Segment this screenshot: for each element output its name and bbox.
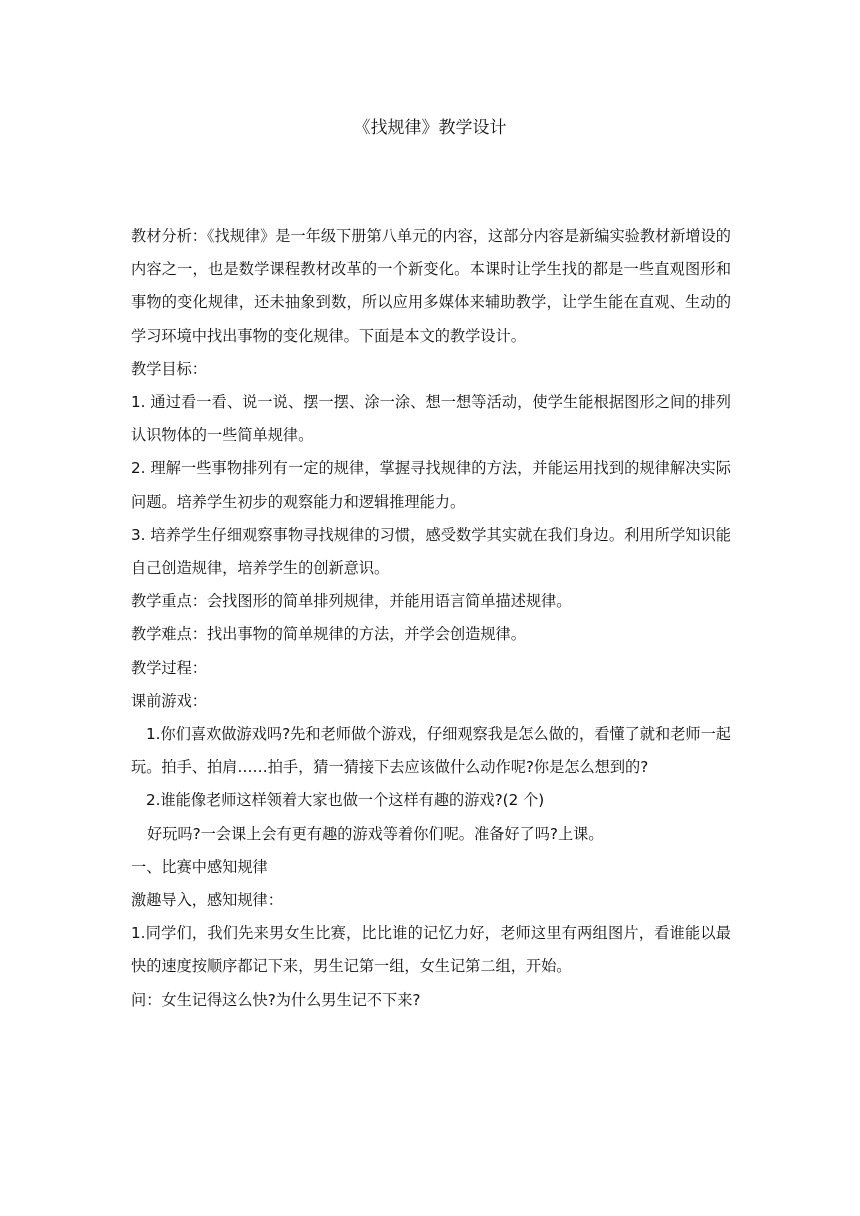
paragraph-question: 问：女生记得这么快?为什么男生记不下来? [131, 990, 421, 1009]
document-title: 《找规律》教学设计 [353, 118, 507, 138]
paragraph-analysis: 教材分析：《找规律》是一年级下册第八单元的内容，这部分内容是新编实验教材新增设的内容之一，也是数学课程教材改革的一个新变化。本课时让学生找的都是一些直观图形和事物的变化规律，还未抽象到数，所以应用多媒体来辅助教学，让学生能在直观、生动的学习环境中找出事物的变化规律。下面是本文的教学设计。 [131, 227, 731, 345]
paragraph-game-1: 1.你们喜欢做游戏吗?先和老师做个游戏，仔细观察我是怎么做的，看懂了就和老师一起玩。拍手、拍肩……拍手，猜一猜接下去应该做什么动作呢?你是怎么想到的? [131, 725, 731, 777]
paragraph-key-point: 教学重点：会找图形的简单排列规律，并能用语言简单描述规律。 [131, 592, 572, 611]
paragraph-pre-class-game: 课前游戏： [131, 691, 207, 710]
paragraph-intro: 激趣导入，感知规律： [131, 891, 283, 910]
paragraph-process-heading: 教学过程： [131, 658, 207, 677]
paragraph-difficulty: 教学难点：找出事物的简单规律的方法，并学会创造规律。 [131, 625, 526, 644]
paragraph-objectives-heading: 教学目标： [131, 359, 207, 378]
paragraph-competition: 1.同学们，我们先来男女生比赛，比比谁的记忆力好，老师这里有两组图片，看谁能以最快的速度按顺序都记下来，男生记第一组，女生记第二组，开始。 [131, 924, 731, 976]
paragraph-ready: 好玩吗?一会课上会有更有趣的游戏等着你们呢。准备好了吗?上课。 [147, 824, 604, 843]
paragraph-objective-3: 3. 培养学生仔细观察事物寻找规律的习惯，感受数学其实就在我们身边。利用所学知识能自己创造规律，培养学生的创新意识。 [131, 525, 731, 578]
paragraph-objective-1: 1. 通过看一看、说一说、摆一摆、涂一涂、想一想等活动，使学生能根据图形之间的排列认识物体的一些简单规律。 [131, 393, 731, 445]
paragraph-objective-2: 2. 理解一些事物排列有一定的规律，掌握寻找规律的方法，并能运用找到的规律解决实际问题。培养学生初步的观察能力和逻辑推理能力。 [131, 459, 731, 511]
paragraph-section-1-heading: 一、比赛中感知规律 [131, 857, 268, 876]
document-body [131, 220, 731, 1017]
paragraph-game-2: 2.谁能像老师这样领着大家也做一个这样有趣的游戏?(2 个) [146, 791, 545, 810]
